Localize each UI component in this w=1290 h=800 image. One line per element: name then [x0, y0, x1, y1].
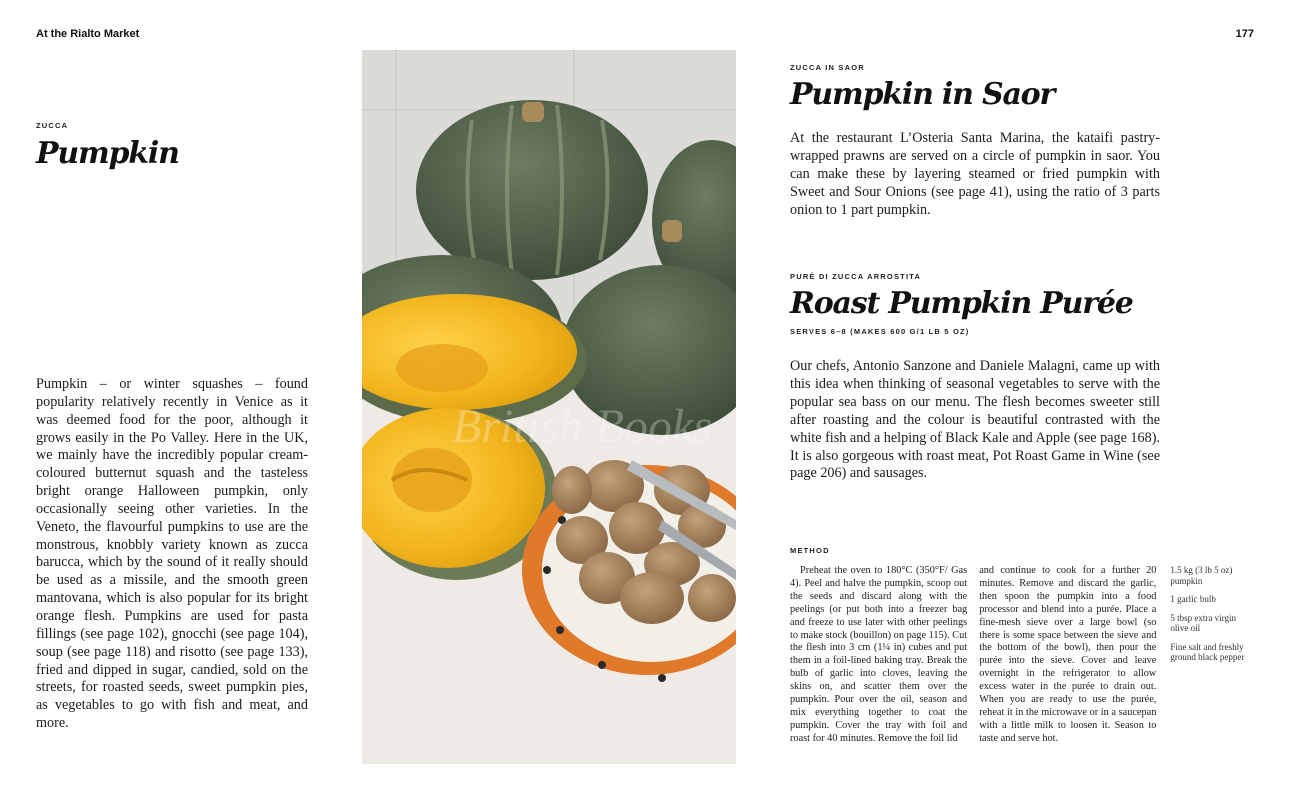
photo-watermark: British Books	[452, 400, 712, 453]
ingredient-item: Fine salt and freshly ground black pepper	[1170, 641, 1245, 662]
roast-pumpkin-puree-section	[790, 272, 1160, 483]
method-text-1: Preheat the oven to 180°C (350°F/ Gas 4). Peel and halve the pumpkin, scoop out the seeds and discard along with the peelings (or put both into a freezer bag and freeze to use later with other peelings to make stock (bouillon) on page 115). Cut the flesh into 3 cm (1¼ in) cubes and put them in a foil-lined baking tray. Break the bulb of garlic into cloves, leaving the skins on, and scatter them over the pumpkin. Pour over the oil, season and mix everything together to coat the pumpkin. Cover the tray with foil and roast for 40 minutes. Remove the foil lid	[790, 565, 968, 744]
saor-text: At the restaurant L’Osteria Santa Marina, the kataifi pastry-wrapped prawns are served on a circle of pumpkin in saor. You can make these by layering steamed or fried pumpkin with Sweet and Sour Onions (see page 41), using the ratio of 3 parts onion to 1 part pumpkin.	[790, 130, 1160, 218]
pumpkin-kicker: ZUCCA	[36, 121, 69, 130]
pumpkin-title: Pumpkin	[36, 136, 179, 171]
running-head-section: At the Rialto Market	[36, 28, 140, 40]
puree-kicker: PURÉ DI ZUCCA ARROSTITA	[790, 272, 922, 281]
pumpkin-intro-header	[36, 121, 308, 171]
method-heading: METHOD	[790, 546, 830, 555]
saor-title: Pumpkin in Saor	[790, 77, 1055, 112]
method-section	[790, 546, 1250, 746]
puree-intro-text: Our chefs, Antonio Sanzone and Daniele Malagni, came up with this idea when thinking of seasonal vegetables to serve with the popular sea bass on our menu. The flesh becomes sweeter still after roasting and the colour is beautiful contrasted with the white fish and a helping of Black Kale and Apple (see page 168). It is also gorgeous with roast meat, Pot Roast Game in Wine (see page 206) and sausages.	[790, 358, 1160, 482]
ingredients-list	[1170, 565, 1250, 746]
puree-serves: SERVES 6–8 (MAKES 600 G/1 LB 5 OZ)	[790, 327, 970, 336]
page-number: 177	[1235, 28, 1254, 40]
ingredient-item: 1 garlic bulb	[1170, 594, 1216, 604]
ingredient-item: 1.5 kg (3 lb 5 oz) pumpkin	[1170, 565, 1233, 586]
ingredient-item: 5 tbsp extra virgin olive oil	[1170, 612, 1236, 633]
pumpkin-in-saor-section	[790, 63, 1160, 220]
pumpkin-photo-illustration	[362, 50, 736, 764]
pumpkin-photo	[362, 50, 736, 764]
method-column-2	[979, 565, 1156, 746]
green-pumpkin	[416, 100, 648, 280]
puree-title: Roast Pumpkin Purée	[790, 286, 1133, 321]
method-column-1	[790, 565, 967, 746]
method-text-2: and continue to cook for a further 20 minutes. Remove and discard the garlic, then spoon the pumpkin into a food processor and blend into a purée. Place a fine-mesh sieve over a large bowl (so there is some space between the sieve and the bottom of the bowl), then pour the purée into the sieve. Cover and leave overnight in the refrigerator to allow excess water in the purée to drain out. When you are ready to use the purée, reheat it in the microwave or in a saucepan with a little milk to loosen it. Season to taste and serve hot.	[979, 565, 1157, 744]
saor-kicker: ZUCCA IN SAOR	[790, 63, 865, 72]
pumpkin-intro-text: Pumpkin – or winter squashes – found popularity relatively recently in Venice as it was deemed food for the poor, although it grows easily in the Po Valley. Here in the UK, we mainly have the incredibly popular cream-coloured butternut squash and the tasteless bright orange Halloween pumpkin, only occasionally seeing other varieties. In the Veneto, the flavourful pumpkins to use are the monstrous, knobbly variety known as zucca barucca, which by the sound of it really should be used as a missile, and the smooth green mantovana, which is also popular for its bright orange flesh. Pumpkins are used for pasta fillings (see page 102), gnocchi (see page 104), soup (see page 118) and risotto (see page 133), fried and dipped in sugar, candied, sold on the streets, for roasted seeds, sweet pumpkin pies, as vegetables to go with fish and meat, and more.	[36, 376, 308, 732]
